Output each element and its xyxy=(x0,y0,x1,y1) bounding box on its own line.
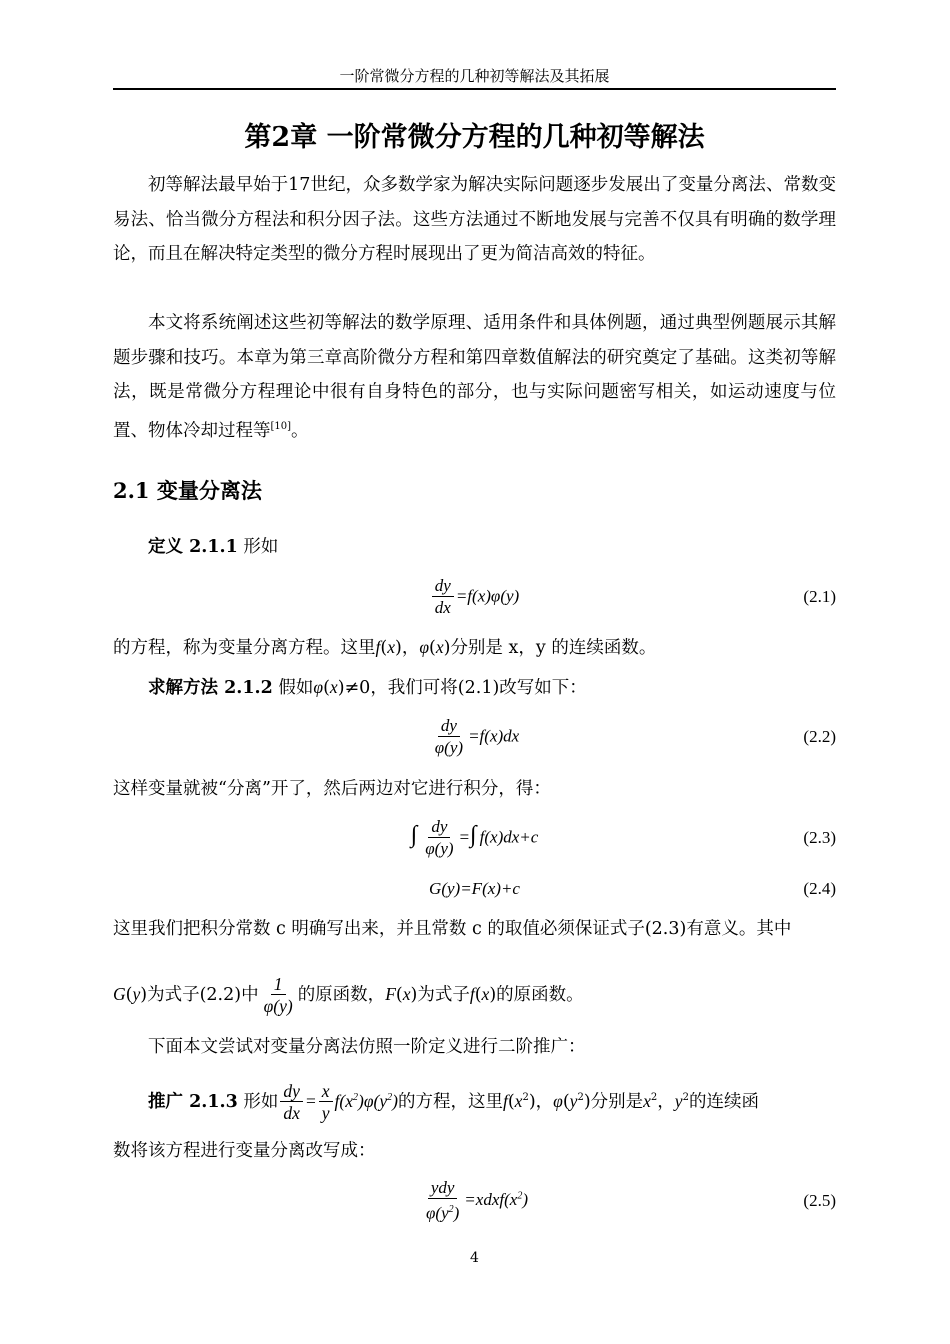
text-span: ， xyxy=(535,1091,554,1112)
extension-line: 推广 2.1.3 形如 $\frac{dy}{dx}$ = $\frac{x}{y}$ $f(x^2)\varphi(y^2)$的方程，这里$f(x^2)$，$\varphi(y^2)$分别是$x^2$，$y^2$的连续函 xyxy=(148,1081,759,1124)
text-span: 的原函数， xyxy=(297,985,386,1005)
chapter-title: 第2章 一阶常微分方程的几种初等解法 xyxy=(244,122,705,153)
text-span: 分别是 x，y 的连续函数。 xyxy=(450,638,657,658)
equation-number: (2.3) xyxy=(803,828,836,847)
generalize-text: 下面本文尝试对变量分离法仿照一阶定义进行二阶推广： xyxy=(148,1037,586,1057)
antiderivative-line: G(y)为式子(2.2)中 $\frac{1}{\varphi(y)}$ 的原函数，F(x)为式子f(x)的原函数。 xyxy=(113,974,584,1017)
equation-2-3: ∫ $\frac{dy}{\varphi(y)}$ =∫ f(x)dx+c (2.3) xyxy=(410,816,836,858)
text-span: 分别是 xyxy=(590,1091,644,1112)
text-span: 为式子(2.2)中 xyxy=(147,985,259,1005)
equation-number: (2.4) xyxy=(803,879,836,898)
header-rule xyxy=(113,88,836,90)
text-span: 假如 xyxy=(278,678,314,698)
text-line: 的方程，称为变量分离方程。这里f(x)，φ(x)分别是 x，y 的连续函数。 xyxy=(113,637,657,658)
text-span: 的连续函 xyxy=(688,1091,759,1112)
separation-text: 这样变量就被“分离”开了，然后两边对它进行积分，得： xyxy=(113,779,551,799)
extension-label: 推广 2.1.3 xyxy=(148,1091,238,1112)
constant-text: 这里我们把积分常数 c 明确写出来，并且常数 c 的取值必须保证式子(2.3)有意义。其中 xyxy=(113,919,792,939)
paragraph-overview-end: 。 xyxy=(291,420,309,441)
text-span: ， xyxy=(401,638,420,658)
extension-text-2: 数将该方程进行变量分离改写成： xyxy=(113,1141,376,1161)
page-number: 4 xyxy=(470,1250,479,1266)
definition-text: 形如 xyxy=(243,537,279,557)
text-span: 的方程，这里 xyxy=(397,1091,503,1112)
section-title: 2.1 变量分离法 xyxy=(113,478,262,503)
text-span: 的原函数。 xyxy=(496,985,584,1005)
text-span: ，我们可将(2.1)改写如下： xyxy=(370,678,587,698)
citation: [10] xyxy=(270,420,292,432)
running-header: 一阶常微分方程的几种初等解法及其拓展 xyxy=(339,67,610,85)
solution-label: 求解方法 2.1.2 xyxy=(148,678,273,698)
equation-2-4: G(y)=F(x)+c (2.4) xyxy=(429,879,836,898)
definition-line xyxy=(113,530,871,564)
text-span: 的方程，称为变量分离方程。这里 xyxy=(113,638,376,658)
paragraph-overview xyxy=(113,306,836,448)
equation-2-2: $\frac{dy}{\varphi(y)}$ =f(x)dx (2.2) xyxy=(434,715,836,757)
equation-number: (2.5) xyxy=(803,1191,836,1210)
text-span: 形如 xyxy=(243,1091,279,1112)
definition-label: 定义 2.1.1 xyxy=(148,537,238,557)
equation-number: (2.1) xyxy=(803,587,836,606)
paragraph-overview-text: 本文将系统阐述这些初等解法的数学原理、适用条件和具体例题，通过典型例题展示其解题步骤和技巧。本章为第三章高阶微分方程和第四章数值解法的研究奠定了基础。这类初等解法，既是常微分方程理论中很有自身特色的部分，也与实际问题密写相关，如运动速度与位置、物体冷却过程等 xyxy=(113,313,836,441)
paragraph-intro: 初等解法最早始于17世纪，众多数学家为解决实际问题逐步发展出了变量分离法、常数变易法、恰当微分方程法和积分因子法。这些方法通过不断地发展与完善不仅具有明确的数学理论，而且在解决特定类型的微分方程时展现出了更为简洁高效的特征。 xyxy=(113,175,836,264)
equation-2-5: $\frac{\text{ydy}}{\varphi(y^2)}$ $=xdxf(x^2)$ (2.5) xyxy=(426,1177,836,1223)
text-span: 为式子 xyxy=(417,985,470,1005)
equation-2-1: $\frac{dy}{dx}$ =f(x)φ(y) (2.1) xyxy=(113,572,836,622)
equation-number: (2.2) xyxy=(803,727,836,746)
text-span: ， xyxy=(657,1091,675,1112)
solution-method-line: 求解方法 2.1.2 假如φ(x)≠0，我们可将(2.1)改写如下： xyxy=(148,677,587,698)
